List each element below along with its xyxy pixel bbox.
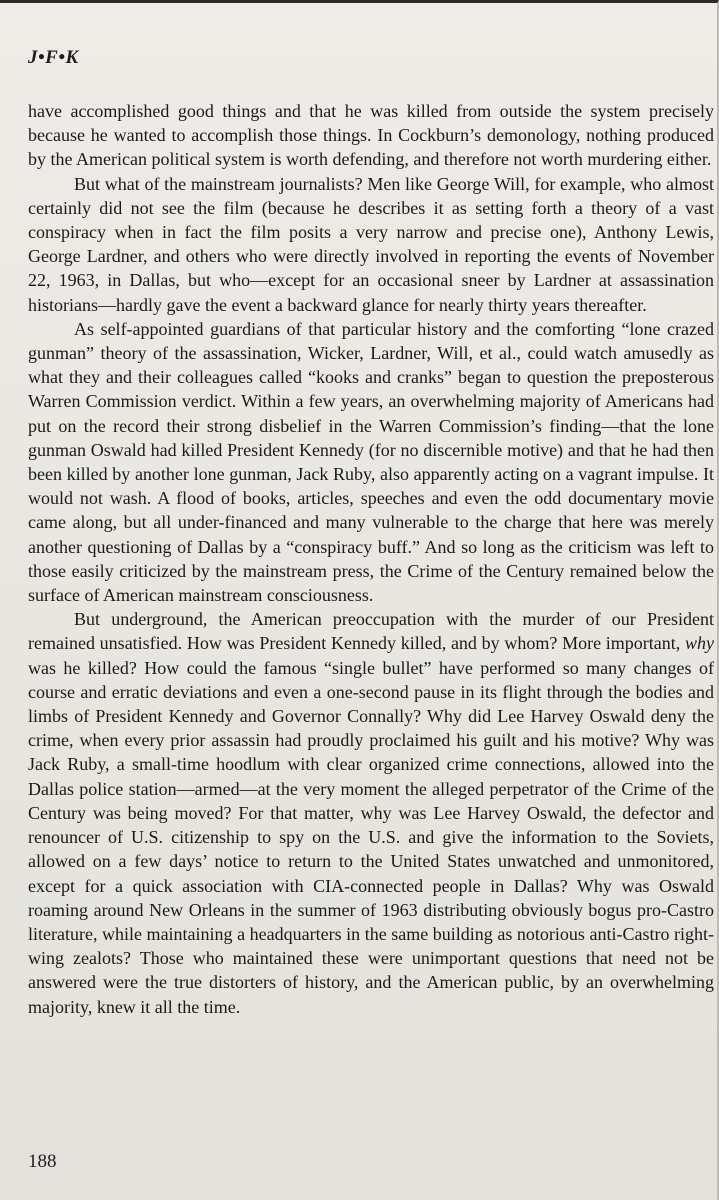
body-text — [28, 99, 714, 1019]
paragraph-4-start: But underground, the American preoccupation with the murder of our President remained unsatisfied. How was President Kennedy killed, and by whom? More important, — [28, 609, 714, 654]
running-head: J•F•K — [28, 47, 79, 68]
paragraph-4-end: was he killed? How could the famous “single bullet” have performed so many changes of course and erratic deviations and even a one-second pause in its flight through the bodies and limbs of President Kennedy and Governor Connally? Why did Lee Harvey Oswald deny the crime, when every prior assassin had proudly proclaimed his guilt and his motive? Why was Jack Ruby, a small-time hoodlum with clear organized crime connections, allowed into the Dallas police station—armed—at the very moment the alleged perpetrator of the Crime of the Century was being moved? For that matter, why was Lee Harvey Oswald, the defector and renouncer of U.S. citizenship to spy on the U.S. and give the information to the Soviets, allowed on a few days’ notice to return to the United States unwatched and unmonitored, except for a quick association with CIA-connected people in Dallas? Why was Oswald roaming around New Orleans in the summer of 1963 distributing obviously bogus pro-Castro literature, while maintaining a headquarters in the same building as notorious anti-Castro rightwing zealots? Those who maintained these were unimportant questions that need not be answered were the true distorters of history, and the American public, by an overwhelming majority, knew it all the time. — [28, 657, 714, 1017]
paragraph-2: But what of the mainstream journalists? Men like George Will, for example, who almost certainly did not see the film (because he describes it as setting forth a theory of a vast conspiracy when in fact the film posits a very narrow and precise one), Anthony Lewis, George Lardner, and others who were directly involved in reporting the events of November 22, 1963, in Dallas, but who—except for an occasional sneer by Lardner at assassination historians—hardly gave the event a backward glance for nearly thirty years thereafter. — [28, 173, 714, 315]
paragraph-3: As self-appointed guardians of that particular history and the comforting “lone crazed gunman” theory of the assassination, Wicker, Lardner, Will, et al., could watch amusedly as what they and their colleagues called “kooks and cranks” began to question the preposterous Warren Commission verdict. Within a few years, an overwhelming majority of Americans had put on the record their strong disbelief in the Warren Commission’s finding—that the lone gunman Oswald had killed President Kennedy (for no discernible motive) and that he had then been killed by another lone gunman, Jack Ruby, also apparently acting on a vagrant impulse. It would not wash. A flood of books, articles, speeches and even the odd documentary movie came along, but all under-financed and many vulnerable to the charge that here was merely another questioning of Dallas by a “conspiracy buff.” And so long as the criticism was left to those easily criticized by the mainstream press, the Crime of the Century remained below the surface of American mainstream consciousness. — [28, 318, 714, 606]
page-number: 188 — [28, 1151, 57, 1172]
paragraph-4 — [28, 607, 714, 1018]
paragraph-1: have accomplished good things and that he was killed from outside the system precisely because he wanted to accomplish those things. In Cockburn’s demonology, nothing produced by the American political system is worth defending, and therefore not worth murdering either. — [28, 101, 714, 170]
italic-why: why — [685, 633, 714, 654]
